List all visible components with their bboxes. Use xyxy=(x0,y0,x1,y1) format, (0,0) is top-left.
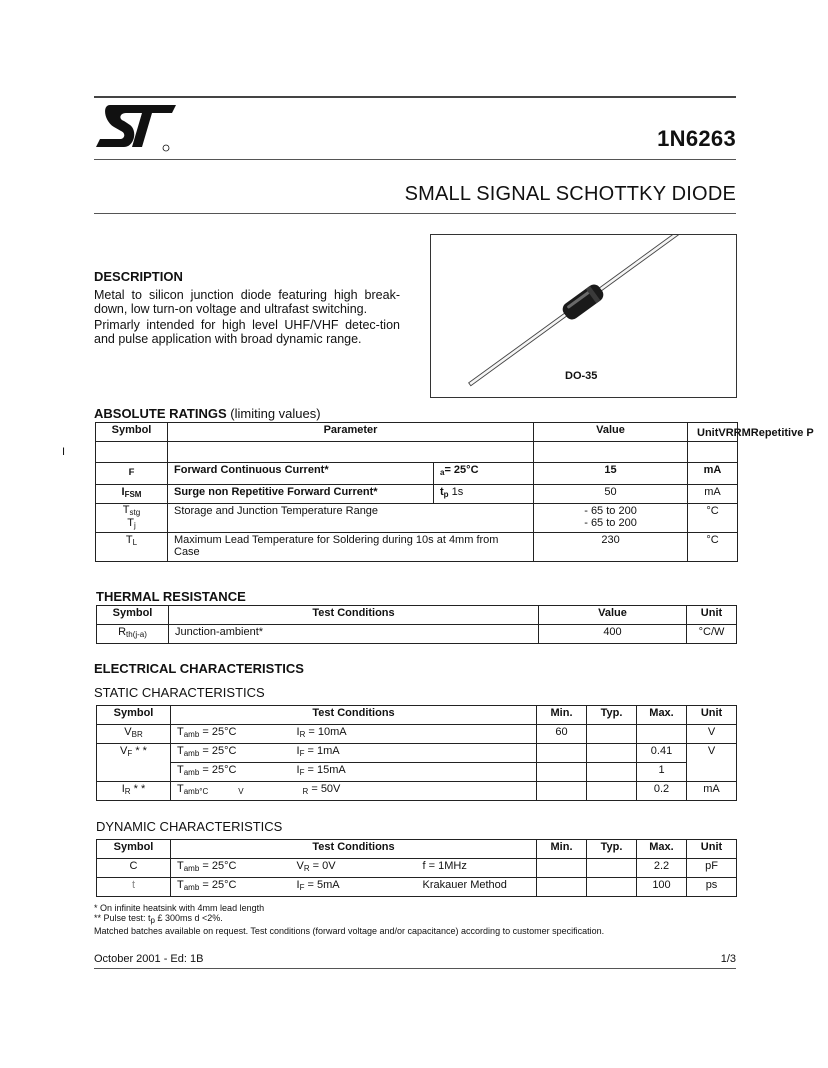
footer-page: 1/3 xyxy=(720,953,736,965)
max-vf-2: 1 xyxy=(637,763,687,782)
description-para-2: Primarly intended for high level UHF/VHF detec-tion and pulse application with broad dynamic range. xyxy=(94,318,400,346)
cond-vbr: $I_R = 10mA$ xyxy=(291,725,537,744)
static-table xyxy=(96,705,737,801)
unit-vbr: V xyxy=(687,725,737,744)
cond-vf-2: $I_F = 15mA$ xyxy=(291,763,537,782)
col-parameter: Parameter xyxy=(168,423,534,442)
footnote-1: * On infinite heatsink with 4mm lead length xyxy=(94,903,265,913)
symbol-vf: $V_F$ * * xyxy=(97,744,171,782)
thermal-heading: THERMAL RESISTANCE xyxy=(96,589,246,604)
tamb-vbr: $T_{amb} = 25^\circ C$ xyxy=(171,725,291,744)
cond-ifsm: $t_p$ 1s xyxy=(434,485,534,504)
absolute-ratings-table xyxy=(95,422,738,562)
col-max: Max. xyxy=(637,840,687,859)
value-if: 15 xyxy=(534,463,688,485)
top-rule xyxy=(94,96,736,98)
param-if: Forward Continuous Current* xyxy=(168,463,434,485)
cond-c: $V_R = 0V$ xyxy=(291,859,417,878)
static-heading: STATIC CHARACTERISTICS xyxy=(94,685,265,700)
stray-mark: I xyxy=(62,446,66,458)
col-unit: Unit xyxy=(687,840,737,859)
col-typ: Typ. xyxy=(587,840,637,859)
param-tl: Maximum Lead Temperature for Soldering during 10s at 4mm from Case xyxy=(168,533,534,562)
tamb-vf-2: $T_{amb} = 25^\circ C$ xyxy=(171,763,291,782)
table-header-row xyxy=(97,706,737,725)
part-number: 1N6263 xyxy=(657,126,736,151)
cond-vf-1: $I_F = 1mA$ xyxy=(291,744,537,763)
tamb-vf-1: $T_{amb} = 25^\circ C$ xyxy=(171,744,291,763)
max-ir: 0.2 xyxy=(637,782,687,801)
value-ifsm: 50 xyxy=(534,485,688,504)
unit-tl: °C xyxy=(688,533,738,562)
table-row-ifsm xyxy=(96,485,738,504)
unit-tstg: °C xyxy=(688,504,738,533)
freq-c: f = 1MHz xyxy=(417,859,537,878)
col-symbol: Symbol xyxy=(97,840,171,859)
col-test-conditions: Test Conditions xyxy=(171,706,537,725)
footer-date: October 2001 - Ed: 1B xyxy=(94,953,204,965)
table-row-rth xyxy=(97,625,737,644)
footnote-2: ** Pulse test: $t_p$ £ 300ms d <2%. xyxy=(94,913,223,925)
table-row-vf-2 xyxy=(97,763,737,782)
symbol-t: t xyxy=(97,878,171,897)
title-rule-bottom xyxy=(94,213,736,214)
page-title: SMALL SIGNAL SCHOTTKY DIODE xyxy=(404,183,736,205)
method-t: Krakauer Method xyxy=(417,878,537,897)
table-header-row xyxy=(97,840,737,859)
unit-vf: V xyxy=(687,744,737,782)
footnote-3: Matched batches available on request. Test conditions (forward voltage and/or capacitance) according to customer specification. xyxy=(94,926,605,936)
table-row-vbr xyxy=(97,725,737,744)
value-tl: 230 xyxy=(534,533,688,562)
col-symbol: Symbol xyxy=(96,423,168,442)
st-logo xyxy=(94,103,180,153)
col-value: Value xyxy=(534,423,688,442)
unit-ir: mA xyxy=(687,782,737,801)
dynamic-table xyxy=(96,839,737,897)
col-max: Max. xyxy=(637,706,687,725)
symbol-rth: $R_{th(j-a)}$ xyxy=(97,625,169,644)
tamb-ir: $T_{amb^\circ C}$ V xyxy=(171,782,291,801)
cond-t: $I_F = 5mA$ xyxy=(291,878,417,897)
logo-s-shape xyxy=(96,105,176,147)
package-label: DO-35 xyxy=(565,370,598,382)
symbol-tstg: $T_{stg}$ $T_j$ xyxy=(96,504,168,533)
unit-ifsm: mA xyxy=(688,485,738,504)
symbol-ifsm: $I_{FSM}$ xyxy=(96,485,168,504)
table-header-row xyxy=(96,423,738,442)
max-c: 2.2 xyxy=(637,859,687,878)
table-row-if xyxy=(96,463,738,485)
table-row-c xyxy=(97,859,737,878)
unit-if: mA xyxy=(688,463,738,485)
package-figure xyxy=(430,234,737,398)
thermal-table xyxy=(96,605,737,644)
unit-t: ps xyxy=(687,878,737,897)
title-rule-top xyxy=(94,159,736,160)
absolute-ratings-note: (limiting values) xyxy=(230,406,321,421)
col-value: Value xyxy=(539,606,687,625)
col-typ: Typ. xyxy=(587,706,637,725)
max-t: 100 xyxy=(637,878,687,897)
value-rth: 400 xyxy=(539,625,687,644)
dynamic-heading: DYNAMIC CHARACTERISTICS xyxy=(96,819,283,834)
table-header-row xyxy=(97,606,737,625)
col-symbol: Symbol xyxy=(97,706,171,725)
unit-c: pF xyxy=(687,859,737,878)
min-vbr: 60 xyxy=(537,725,587,744)
table-row-vf-1 xyxy=(97,744,737,763)
table-row-t xyxy=(97,878,737,897)
symbol-if: F xyxy=(96,463,168,485)
unit-rth: °C/W xyxy=(687,625,737,644)
symbol-tl: $T_L$ xyxy=(96,533,168,562)
param-ifsm: Surge non Repetitive Forward Current* xyxy=(168,485,434,504)
cond-ir: $_R$ = 50V xyxy=(291,782,537,801)
value-tstg: - 65 to 200 - 65 to 200 xyxy=(534,504,688,533)
symbol-vbr: $V_{BR}$ xyxy=(97,725,171,744)
col-min: Min. xyxy=(537,706,587,725)
col-unit xyxy=(688,423,738,442)
diode-body xyxy=(560,282,606,322)
col-min: Min. xyxy=(537,840,587,859)
col-symbol: Symbol xyxy=(97,606,169,625)
table-row-tstg xyxy=(96,504,738,533)
max-vf-1: 0.41 xyxy=(637,744,687,763)
tamb-c: $T_{amb} = 25^\circ C$ xyxy=(171,859,291,878)
symbol-c: C xyxy=(97,859,171,878)
col-unit: Unit xyxy=(687,606,737,625)
cond-rth: Junction-ambient* xyxy=(169,625,539,644)
registered-mark-icon xyxy=(163,145,169,151)
footer-rule xyxy=(94,968,736,969)
tamb-t: $T_{amb} = 25^\circ C$ xyxy=(171,878,291,897)
overflow-header-text: UnitVRRMRepetitive P xyxy=(697,427,814,439)
description-text xyxy=(94,288,400,348)
symbol-ir: $I_R$ * * xyxy=(97,782,171,801)
description-para-1: Metal to silicon junction diode featuring high break-down, low turn-on voltage and ultrafast switching. xyxy=(94,288,400,316)
table-row-ir xyxy=(97,782,737,801)
description-heading: DESCRIPTION xyxy=(94,269,183,284)
electrical-heading: ELECTRICAL CHARACTERISTICS xyxy=(94,661,304,676)
col-unit: Unit xyxy=(687,706,737,725)
absolute-ratings-title: ABSOLUTE RATINGS xyxy=(94,406,227,421)
col-test-conditions: Test Conditions xyxy=(169,606,539,625)
table-row-empty xyxy=(96,442,738,463)
footnotes xyxy=(94,903,736,936)
absolute-ratings-heading xyxy=(94,406,321,421)
cond-if: $_a$= 25°C xyxy=(434,463,534,485)
col-test-conditions: Test Conditions xyxy=(171,840,537,859)
param-tstg: Storage and Junction Temperature Range xyxy=(168,504,534,533)
table-row-tl xyxy=(96,533,738,562)
